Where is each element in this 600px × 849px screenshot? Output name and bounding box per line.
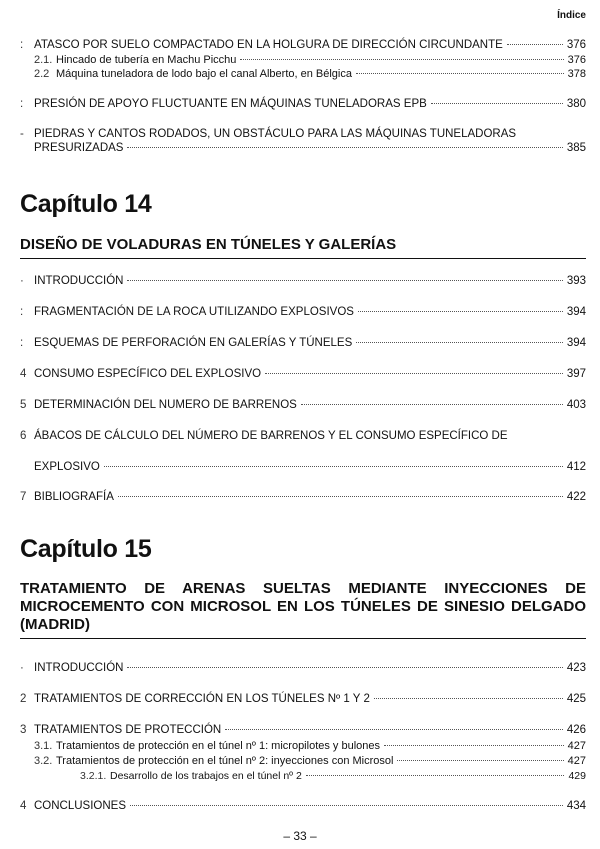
toc-subentry[interactable] [20, 769, 586, 783]
chapter-title: TRATAMIENTO DE ARENAS SUELTAS MEDIANTE INYECCIONES DE MICROCEMENTO CON MICROSOL EN LOS TÚNELES DE SINESIO DELGADO (MADRID) [20, 580, 586, 639]
entry-number: 2.1. [34, 54, 53, 66]
entry-page: 403 [566, 399, 586, 411]
entry-number: - [20, 128, 24, 140]
entry-number: : [20, 306, 24, 318]
dot-leader [130, 805, 563, 806]
toc-entry[interactable] [20, 692, 586, 706]
dot-leader [301, 404, 563, 405]
entry-page: 425 [566, 693, 586, 705]
dot-leader [397, 760, 563, 761]
entry-number: · [20, 275, 24, 287]
dot-leader [356, 342, 563, 343]
toc-subentry[interactable] [20, 739, 586, 753]
entry-title: ATASCO POR SUELO COMPACTADO EN LA HOLGURA DE DIRECCIÓN CIRCUNDANTE [34, 39, 503, 51]
dot-leader [265, 373, 563, 374]
dot-leader [104, 466, 563, 467]
toc-subentry[interactable] [20, 754, 586, 768]
entry-title: INTRODUCCIÓN [34, 275, 124, 287]
toc-subentry[interactable] [20, 67, 586, 81]
entry-page: 429 [568, 770, 586, 782]
entry-number: 5 [20, 399, 27, 411]
entry-page: 434 [566, 800, 586, 812]
entry-page: 412 [566, 461, 586, 473]
entry-number: 3.2. [34, 755, 53, 767]
entry-title: CONCLUSIONES [34, 800, 127, 812]
entry-page: 426 [566, 724, 586, 736]
entry-title: ÁBACOS DE CÁLCULO DEL NÚMERO DE BARRENOS Y EL CONSUMO ESPECÍFICO DE [34, 430, 508, 442]
dot-leader [225, 729, 563, 730]
chapter-heading: Capítulo 14 [20, 190, 152, 218]
entry-page: 397 [566, 368, 586, 380]
dot-leader [358, 311, 563, 312]
entry-number: : [20, 39, 24, 51]
entry-title: PIEDRAS Y CANTOS RODADOS, UN OBSTÁCULO PARA LAS MÁQUINAS TUNELADORAS [34, 128, 517, 140]
entry-number: 2.2 [34, 68, 50, 80]
entry-page: 385 [566, 142, 586, 154]
running-header: Índice [557, 10, 586, 21]
toc-entry[interactable] [20, 127, 586, 155]
toc-entry[interactable] [20, 490, 586, 504]
entry-page: 394 [566, 337, 586, 349]
toc-entry[interactable] [20, 429, 586, 474]
entry-number: 4 [20, 800, 27, 812]
toc-entry[interactable] [20, 97, 586, 111]
entry-number: 3 [20, 724, 27, 736]
entry-title: BIBLIOGRAFÍA [34, 491, 114, 503]
entry-title: TRATAMIENTOS DE PROTECCIÓN [34, 724, 222, 736]
toc-entry[interactable] [20, 799, 586, 813]
entry-page: 378 [567, 68, 586, 80]
toc-entry[interactable] [20, 305, 586, 319]
dot-leader [240, 59, 563, 60]
entry-title: TRATAMIENTOS DE CORRECCIÓN EN LOS TÚNELES Nº 1 Y 2 [34, 693, 370, 705]
dot-leader [127, 667, 562, 668]
dot-leader [356, 73, 564, 74]
dot-leader [384, 745, 564, 746]
entry-title: Desarrollo de los trabajos en el túnel nº 2 [110, 770, 302, 782]
toc-entry[interactable] [20, 38, 586, 52]
toc-entry[interactable] [20, 398, 586, 412]
entry-number: 3.1. [34, 740, 53, 752]
entry-page: 380 [566, 98, 586, 110]
entry-title: FRAGMENTACIÓN DE LA ROCA UTILIZANDO EXPLOSIVOS [34, 306, 354, 318]
entry-page: 422 [566, 491, 586, 503]
entry-title: PRESIÓN DE APOYO FLUCTUANTE EN MÁQUINAS TUNELADORAS EPB [34, 98, 427, 110]
toc-entry[interactable] [20, 336, 586, 350]
dot-leader [507, 44, 563, 45]
entry-number: · [20, 662, 24, 674]
entry-page: 376 [566, 39, 586, 51]
entry-number: 7 [20, 491, 27, 503]
entry-page: 394 [566, 306, 586, 318]
dot-leader [374, 698, 563, 699]
toc-entry[interactable] [20, 367, 586, 381]
toc-subentry[interactable] [20, 53, 586, 67]
dot-leader [118, 496, 563, 497]
entry-title: CONSUMO ESPECÍFICO DEL EXPLOSIVO [34, 368, 262, 380]
chapter-heading: Capítulo 15 [20, 535, 152, 563]
entry-page: 427 [567, 755, 586, 767]
entry-title-cont: EXPLOSIVO [34, 461, 100, 473]
entry-page: 376 [567, 54, 586, 66]
toc-entry[interactable] [20, 723, 586, 737]
entry-title: Tratamientos de protección en el túnel nº 2: inyecciones con Microsol [56, 755, 394, 767]
dot-leader [127, 147, 562, 148]
page-number: – 33 – [283, 829, 317, 843]
entry-title: ESQUEMAS DE PERFORACIÓN EN GALERÍAS Y TÚNELES [34, 337, 353, 349]
chapter-title: DISEÑO DE VOLADURAS EN TÚNELES Y GALERÍAS [20, 236, 586, 259]
toc-entry[interactable] [20, 661, 586, 675]
entry-title: DETERMINACIÓN DEL NUMERO DE BARRENOS [34, 399, 297, 411]
dot-leader [306, 775, 565, 776]
entry-number: 4 [20, 368, 27, 380]
entry-page: 423 [566, 662, 586, 674]
entry-number: : [20, 337, 24, 349]
entry-number: : [20, 98, 24, 110]
toc-entry[interactable] [20, 274, 586, 288]
entry-page: 427 [567, 740, 586, 752]
entry-title: Hincado de tubería en Machu Picchu [56, 54, 237, 66]
entry-title: Tratamientos de protección en el túnel nº 1: micropilotes y bulones [56, 740, 381, 752]
entry-number: 3.2.1. [80, 770, 107, 782]
entry-title: INTRODUCCIÓN [34, 662, 124, 674]
entry-page: 393 [566, 275, 586, 287]
entry-title: Máquina tuneladora de lodo bajo el canal Alberto, en Bélgica [56, 68, 352, 80]
dot-leader [127, 280, 562, 281]
dot-leader [431, 103, 563, 104]
entry-number: 6 [20, 430, 27, 442]
entry-number: 2 [20, 693, 27, 705]
entry-title-cont: PRESURIZADAS [34, 142, 124, 154]
